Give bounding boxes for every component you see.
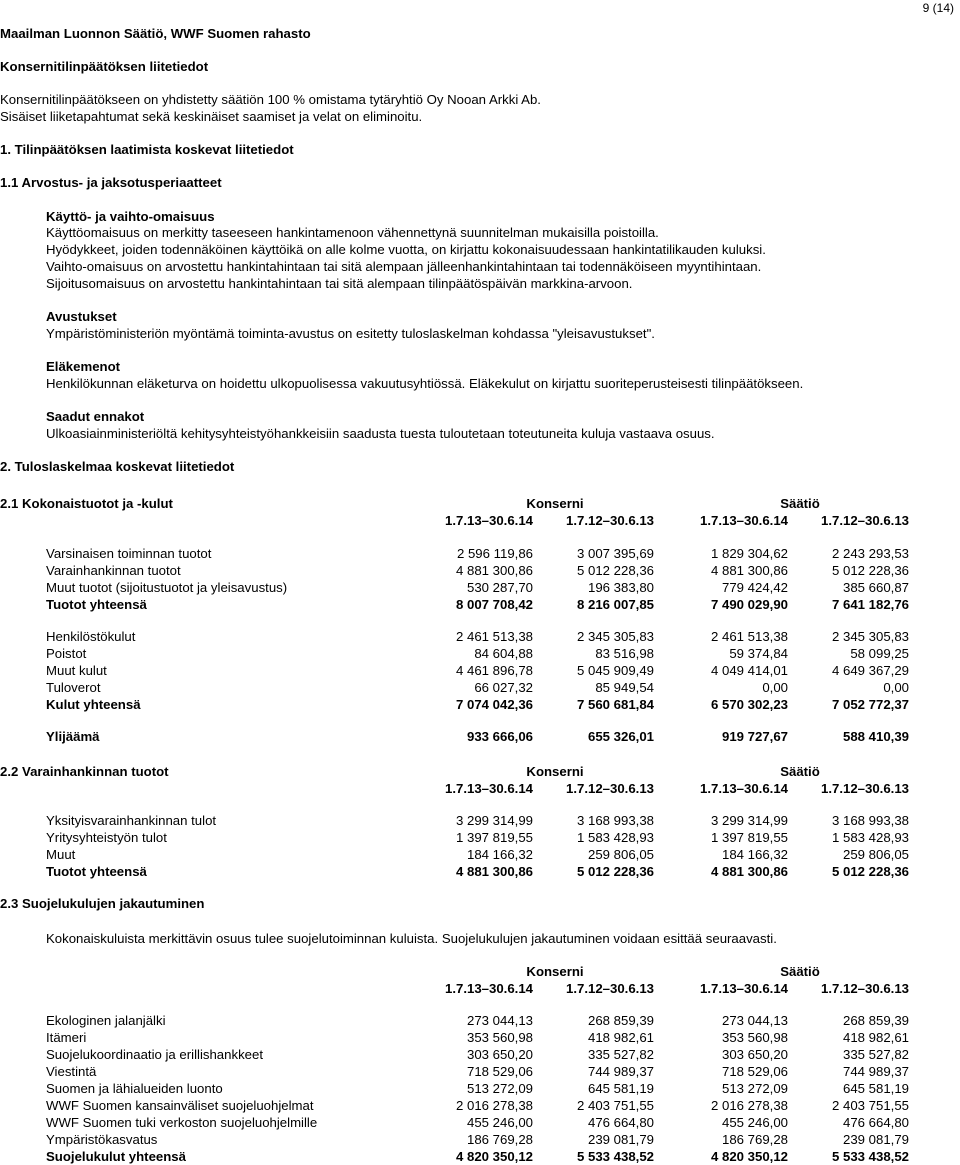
col-header-period: 1.7.12–30.6.13 [566, 513, 654, 528]
doc-title: Konsernitilinpäätöksen liitetiedot [0, 59, 209, 74]
col-header-period: 1.7.13–30.6.14 [700, 513, 788, 528]
intro-line: Sisäiset liiketapahtumat sekä keskinäiset saamiset ja velat on eliminoitu. [0, 109, 423, 124]
table-row-label: Suomen ja lähialueiden luonto [46, 1081, 223, 1096]
table-cell: 2 016 278,38 [455, 1098, 533, 1113]
table-cell: 184 166,32 [721, 847, 788, 862]
table-cell: 1 829 304,62 [710, 546, 788, 561]
section1-subheading: 1.1 Arvostus- ja jaksotusperiaatteet [0, 175, 222, 190]
table-row-label: Tuotot yhteensä [46, 864, 147, 879]
table-row-label: Kulut yhteensä [46, 697, 141, 712]
table-cell: 5 012 228,36 [831, 864, 909, 879]
table-row-label: Suojelukulut yhteensä [46, 1149, 186, 1164]
table-cell: 2 243 293,53 [831, 546, 909, 561]
table-cell: 84 604,88 [474, 646, 533, 661]
col-header-period: 1.7.12–30.6.13 [821, 981, 909, 996]
table-row-label: Yritysyhteistyön tulot [46, 830, 167, 845]
block-title: Käyttö- ja vaihto-omaisuus [46, 209, 215, 224]
col-header-period: 1.7.12–30.6.13 [821, 781, 909, 796]
table-cell: 744 989,37 [587, 1064, 654, 1079]
table-cell: 3 168 993,38 [831, 813, 909, 828]
table-row-label: Henkilöstökulut [46, 629, 136, 644]
table-2-3-title: 2.3 Suojelukulujen jakautuminen [0, 896, 205, 911]
table-row-label: Ympäristökasvatus [46, 1132, 158, 1147]
table-cell: 259 806,05 [587, 847, 654, 862]
table-cell: 919 727,67 [721, 729, 788, 744]
table-cell: 418 982,61 [842, 1030, 909, 1045]
table-cell: 268 859,39 [587, 1013, 654, 1028]
table-cell: 353 560,98 [466, 1030, 533, 1045]
table-cell: 186 769,28 [721, 1132, 788, 1147]
table-cell: 0,00 [883, 680, 909, 695]
col-group-konserni: Konserni [526, 964, 584, 979]
table-cell: 7 490 029,90 [710, 597, 788, 612]
col-header-period: 1.7.12–30.6.13 [566, 981, 654, 996]
table-row-label: Ekologinen jalanjälki [46, 1013, 166, 1028]
block-title: Saadut ennakot [46, 409, 145, 424]
col-header-period: 1.7.13–30.6.14 [445, 513, 533, 528]
table-cell: 718 529,06 [466, 1064, 533, 1079]
table-cell: 8 007 708,42 [455, 597, 533, 612]
table-2-2-title: 2.2 Varainhankinnan tuotot [0, 764, 169, 779]
table-cell: 4 461 896,78 [455, 663, 533, 678]
col-header-period: 1.7.13–30.6.14 [700, 781, 788, 796]
table-cell: 2 345 305,83 [576, 629, 654, 644]
table-cell: 2 596 119,86 [456, 546, 533, 561]
table-cell: 8 216 007,85 [576, 597, 654, 612]
col-group-konserni: Konserni [526, 496, 584, 511]
table-cell: 303 650,20 [466, 1047, 533, 1062]
table-cell: 3 168 993,38 [576, 813, 654, 828]
table-cell: 385 660,87 [842, 580, 909, 595]
table-row-label: WWF Suomen kansainväliset suojeluohjelmat [46, 1098, 314, 1113]
table-cell: 5 533 438,52 [831, 1149, 909, 1164]
table-cell: 455 246,00 [466, 1115, 533, 1130]
table-cell: 353 560,98 [721, 1030, 788, 1045]
table-cell: 239 081,79 [587, 1132, 654, 1147]
table-row-label: Suojelukoordinaatio ja erillishankkeet [46, 1047, 263, 1062]
table-cell: 476 664,80 [842, 1115, 909, 1130]
table-row-label: Varsinaisen toiminnan tuotot [46, 546, 212, 561]
table-cell: 268 859,39 [842, 1013, 909, 1028]
intro-line: Konsernitilinpäätökseen on yhdistetty säätiön 100 % omistama tytäryhtiö Oy Nooan Arkki Ab. [0, 92, 541, 107]
block-line: Ulkoasiainministeriöltä kehitysyhteistyöhankkeisiin saadusta tuesta tuloutetaan toteutuneita kuluja vastaava osuus. [46, 426, 715, 441]
table-cell: 83 516,98 [595, 646, 654, 661]
table-cell: 186 769,28 [466, 1132, 533, 1147]
block-line: Ympäristöministeriön myöntämä toiminta-avustus on esitetty tuloslaskelman kohdassa "yleisavustukset". [46, 326, 655, 341]
table-cell: 59 374,84 [729, 646, 788, 661]
table-cell: 1 583 428,93 [576, 830, 654, 845]
table-cell: 66 027,32 [474, 680, 533, 695]
table-cell: 455 246,00 [721, 1115, 788, 1130]
table-cell: 4 881 300,86 [455, 563, 533, 578]
section1-heading: 1. Tilinpäätöksen laatimista koskevat liitetiedot [0, 142, 294, 157]
table-cell: 5 012 228,36 [576, 864, 654, 879]
table-row-label: Muut [46, 847, 76, 862]
table-cell: 2 403 751,55 [576, 1098, 654, 1113]
col-group-konserni: Konserni [526, 764, 584, 779]
block-line: Henkilökunnan eläketurva on hoidettu ulkopuolisessa vakuutusyhtiössä. Eläkekulut on kirjattu suoriteperusteisesti tilinpäätökseen. [46, 376, 804, 391]
table-cell: 4 820 350,12 [710, 1149, 788, 1164]
table-row-label: Ylijäämä [46, 729, 100, 744]
table-row-label: Varainhankinnan tuotot [46, 563, 181, 578]
table-cell: 588 410,39 [842, 729, 909, 744]
table-cell: 530 287,70 [466, 580, 533, 595]
table-cell: 7 641 182,76 [831, 597, 909, 612]
table-cell: 58 099,25 [850, 646, 909, 661]
block-line: Vaihto-omaisuus on arvostettu hankintahintaan tai sitä alempaan jälleenhankintahintaan tai todennäköiseen myyntihintaan. [46, 259, 762, 274]
col-header-period: 1.7.13–30.6.14 [700, 981, 788, 996]
table-cell: 779 424,42 [721, 580, 788, 595]
table-cell: 3 299 314,99 [455, 813, 533, 828]
table-cell: 5 045 909,49 [576, 663, 654, 678]
table-cell: 1 583 428,93 [831, 830, 909, 845]
table-cell: 655 326,01 [587, 729, 654, 744]
table-cell: 2 345 305,83 [831, 629, 909, 644]
col-header-period: 1.7.13–30.6.14 [445, 781, 533, 796]
table-cell: 184 166,32 [466, 847, 533, 862]
table-cell: 2 403 751,55 [831, 1098, 909, 1113]
table-cell: 3 007 395,69 [576, 546, 654, 561]
table-cell: 4 881 300,86 [455, 864, 533, 879]
col-header-period: 1.7.12–30.6.13 [821, 513, 909, 528]
table-cell: 1 397 819,55 [710, 830, 788, 845]
table-cell: 273 044,13 [466, 1013, 533, 1028]
table-cell: 2 461 513,38 [455, 629, 533, 644]
table-cell: 7 052 772,37 [831, 697, 909, 712]
table-cell: 259 806,05 [842, 847, 909, 862]
table-cell: 3 299 314,99 [710, 813, 788, 828]
table-cell: 4 049 414,01 [710, 663, 788, 678]
table-row-label: WWF Suomen tuki verkoston suojeluohjelmille [46, 1115, 318, 1130]
table-cell: 85 949,54 [595, 680, 654, 695]
table-cell: 303 650,20 [721, 1047, 788, 1062]
table-cell: 4 881 300,86 [710, 864, 788, 879]
table-cell: 5 012 228,36 [576, 563, 654, 578]
table-row-label: Tuloverot [46, 680, 101, 695]
section2-heading: 2. Tuloslaskelmaa koskevat liitetiedot [0, 459, 235, 474]
block-title: Avustukset [46, 309, 117, 324]
table-cell: 5 012 228,36 [831, 563, 909, 578]
table-cell: 4 820 350,12 [455, 1149, 533, 1164]
table-cell: 239 081,79 [842, 1132, 909, 1147]
page-number: 9 (14) [922, 1, 954, 15]
block-line: Hyödykkeet, joiden todennäköinen käyttöikä on alle kolme vuotta, on kirjattu kokonaisuudessaan hankintatilikauden kuluksi. [46, 242, 766, 257]
table-row-label: Muut kulut [46, 663, 107, 678]
table-cell: 2 461 513,38 [710, 629, 788, 644]
table-cell: 4 881 300,86 [710, 563, 788, 578]
col-group-saatio: Säätiö [780, 496, 820, 511]
table-row-label: Tuotot yhteensä [46, 597, 147, 612]
table-cell: 645 581,19 [842, 1081, 909, 1096]
col-header-period: 1.7.12–30.6.13 [566, 781, 654, 796]
col-group-saatio: Säätiö [780, 764, 820, 779]
table-cell: 0,00 [762, 680, 788, 695]
table-cell: 418 982,61 [587, 1030, 654, 1045]
table-cell: 335 527,82 [587, 1047, 654, 1062]
table-cell: 4 649 367,29 [831, 663, 909, 678]
table-cell: 513 272,09 [466, 1081, 533, 1096]
table-cell: 2 016 278,38 [710, 1098, 788, 1113]
table-cell: 476 664,80 [587, 1115, 654, 1130]
table-row-label: Muut tuotot (sijoitustuotot ja yleisavustus) [46, 580, 288, 595]
col-group-saatio: Säätiö [780, 964, 820, 979]
block-title: Eläkemenot [46, 359, 121, 374]
table-cell: 7 560 681,84 [576, 697, 654, 712]
table-row-label: Poistot [46, 646, 87, 661]
table-row-label: Yksityisvarainhankinnan tulot [46, 813, 217, 828]
table-cell: 335 527,82 [842, 1047, 909, 1062]
table-cell: 513 272,09 [721, 1081, 788, 1096]
table-cell: 718 529,06 [721, 1064, 788, 1079]
table-cell: 5 533 438,52 [576, 1149, 654, 1164]
org-title: Maailman Luonnon Säätiö, WWF Suomen rahasto [0, 26, 311, 41]
table-2-1-title: 2.1 Kokonaistuotot ja -kulut [0, 496, 173, 511]
table-cell: 744 989,37 [842, 1064, 909, 1079]
table-cell: 1 397 819,55 [455, 830, 533, 845]
table-cell: 7 074 042,36 [455, 697, 533, 712]
table-cell: 196 383,80 [587, 580, 654, 595]
block-line: Sijoitusomaisuus on arvostettu hankintahintaan tai sitä alempaan tilinpäätöspäivän markkina-arvoon. [46, 276, 633, 291]
table-2-3-intro: Kokonaiskuluista merkittävin osuus tulee suojelutoiminnan kuluista. Suojelukulujen jakautuminen voidaan esittää seuraavasti. [46, 931, 777, 946]
table-row-label: Itämeri [46, 1030, 87, 1045]
table-row-label: Viestintä [46, 1064, 97, 1079]
table-cell: 273 044,13 [721, 1013, 788, 1028]
table-cell: 645 581,19 [587, 1081, 654, 1096]
block-line: Käyttöomaisuus on merkitty taseeseen hankintamenoon vähennettynä suunnitelman mukaisilla poistoilla. [46, 225, 659, 240]
col-header-period: 1.7.13–30.6.14 [445, 981, 533, 996]
table-cell: 6 570 302,23 [710, 697, 788, 712]
table-cell: 933 666,06 [466, 729, 533, 744]
